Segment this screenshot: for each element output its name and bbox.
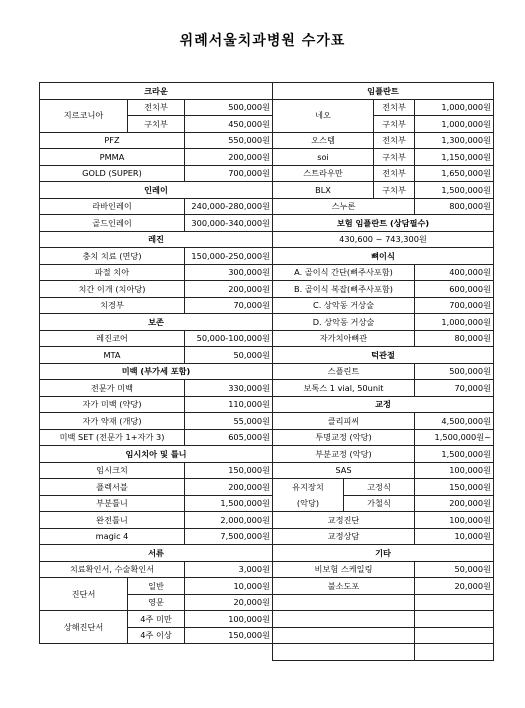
temp-item-price: 7,500,000원 (185, 528, 273, 545)
bone-item-price: 80,000원 (415, 330, 494, 347)
inlay-item-name: 골드인레이 (40, 215, 185, 232)
zirconia-front-price: 500,000원 (185, 99, 273, 116)
retainer-fixed-label: 고정식 (344, 479, 415, 496)
ortho-item-price: 100,000원 (415, 462, 494, 479)
neo-back-label: 구치부 (374, 116, 415, 133)
osstem-front-label: 전치부 (374, 132, 415, 149)
inlay-item-name: 라바인레이 (40, 198, 185, 215)
diagnosis-general-label: 일반 (128, 578, 185, 595)
whitening-item-name: 자가 약재 (개당) (40, 413, 185, 430)
osstem-front-price: 1,300,000원 (415, 132, 494, 149)
implant-snuon-label: 스누론 (273, 198, 415, 215)
neo-back-price: 1,000,000원 (415, 116, 494, 133)
blx-back-label: 구치부 (374, 182, 415, 199)
ortho-item-price: 1,500,000원 (415, 446, 494, 463)
temp-item-name: 완전틀니 (40, 512, 185, 529)
tmj-item-name: 보톡스 1 vial, 50unit (273, 380, 415, 397)
resin-item-price: 300,000원 (185, 264, 273, 281)
section-header-conservative: 보존 (40, 314, 273, 331)
whitening-item-price: 330,000원 (185, 380, 273, 397)
resin-item-price: 150,000-250,000원 (185, 248, 273, 265)
section-header-inlay: 인레이 (40, 182, 273, 199)
resin-item-price: 70,000원 (185, 297, 273, 314)
injury-over4-price: 150,000원 (185, 627, 273, 644)
crown-item-price: 700,000원 (185, 165, 273, 182)
zirconia-front-label: 전치부 (128, 99, 185, 116)
injury-diagnosis-label: 상해진단서 (40, 611, 128, 644)
empty-cell (415, 627, 494, 644)
whitening-item-price: 605,000원 (185, 429, 273, 446)
ortho-item-price: 4,500,000원 (415, 413, 494, 430)
zirconia-back-label: 구치부 (128, 116, 185, 133)
diagnosis-general-price: 10,000원 (185, 578, 273, 595)
resin-item-name: 충치 치료 (면당) (40, 248, 185, 265)
treatment-confirm-name: 치료확인서, 수술확인서 (40, 561, 185, 578)
retainer-removable-label: 가철식 (344, 495, 415, 512)
resin-item-name: 파절 치아 (40, 264, 185, 281)
implant-straumann-label: 스트라우만 (273, 165, 374, 182)
right-price-table (272, 82, 494, 661)
temp-item-price: 150,000원 (185, 462, 273, 479)
section-header-documents: 서류 (40, 545, 273, 562)
temp-item-price: 1,500,000원 (185, 495, 273, 512)
retainer-removable-price: 200,000원 (415, 495, 494, 512)
bone-item-price: 600,000원 (415, 281, 494, 298)
zirconia-back-price: 450,000원 (185, 116, 273, 133)
empty-cell (273, 594, 415, 611)
empty-cell (415, 611, 494, 628)
implant-snuon-price: 800,000원 (415, 198, 494, 215)
conservative-item-name: 레진코어 (40, 330, 185, 347)
tmj-item-price: 500,000원 (415, 363, 494, 380)
neo-front-price: 1,000,000원 (415, 99, 494, 116)
section-header-orthodontics: 교정 (273, 396, 494, 413)
insurance-implant-range: 430,600 ~ 743,300원 (273, 231, 494, 248)
other-item-price: 20,000원 (415, 578, 494, 595)
ortho-consult-price: 10,000원 (415, 528, 494, 545)
crown-item-price: 550,000원 (185, 132, 273, 149)
whitening-item-price: 110,000원 (185, 396, 273, 413)
blx-back-price: 1,500,000원 (415, 182, 494, 199)
whitening-item-name: 자가 미백 (약당) (40, 396, 185, 413)
ortho-item-price: 1,500,000원~ (415, 429, 494, 446)
treatment-confirm-price: 3,000원 (185, 561, 273, 578)
soi-back-price: 1,150,000원 (415, 149, 494, 166)
section-header-other: 기타 (273, 545, 494, 562)
temp-item-price: 2,000,000원 (185, 512, 273, 529)
injury-over4-label: 4주 이상 (128, 627, 185, 644)
retainer-fixed-price: 150,000원 (415, 479, 494, 496)
ortho-item-name: 부분교정 (악당) (273, 446, 415, 463)
diagnosis-english-label: 영문 (128, 594, 185, 611)
conservative-item-price: 50,000-100,000원 (185, 330, 273, 347)
straumann-front-price: 1,650,000원 (415, 165, 494, 182)
injury-under4-label: 4주 미만 (128, 611, 185, 628)
ortho-item-name: 투명교정 (악당) (273, 429, 415, 446)
temp-item-price: 200,000원 (185, 479, 273, 496)
inlay-item-price: 240,000-280,000원 (185, 198, 273, 215)
empty-cell (273, 627, 415, 644)
empty-cell (415, 644, 494, 661)
bone-item-price: 1,000,000원 (415, 314, 494, 331)
other-item-name: 비보험 스케일링 (273, 561, 415, 578)
retainer-sublabel: (악당) (273, 495, 344, 512)
ortho-consult-name: 교정상담 (273, 528, 415, 545)
section-header-implant: 임플란트 (273, 83, 494, 100)
conservative-item-price: 50,000원 (185, 347, 273, 364)
section-header-resin: 레진 (40, 231, 273, 248)
section-header-tmj: 턱관절 (273, 347, 494, 364)
section-header-crown: 크라운 (40, 83, 273, 100)
temp-item-name: 플렉서블 (40, 479, 185, 496)
other-item-price: 50,000원 (415, 561, 494, 578)
bone-item-name: A. 골이식 간단(뼈주사포함) (273, 264, 415, 281)
page-title: 위례서울치과병원 수가표 (179, 33, 346, 49)
bone-item-name: C. 상악동 거상술 (273, 297, 415, 314)
injury-under4-price: 100,000원 (185, 611, 273, 628)
empty-cell (415, 594, 494, 611)
implant-osstem-label: 오스템 (273, 132, 374, 149)
whitening-item-name: 전문가 미백 (40, 380, 185, 397)
implant-soi-label: soi (273, 149, 374, 166)
crown-item-price: 200,000원 (185, 149, 273, 166)
empty-cell (273, 611, 415, 628)
bone-item-price: 700,000원 (415, 297, 494, 314)
ortho-item-name: 클리피씨 (273, 413, 415, 430)
crown-item-name: PMMA (40, 149, 185, 166)
ortho-diagnosis-price: 100,000원 (415, 512, 494, 529)
neo-front-label: 전치부 (374, 99, 415, 116)
retainer-label: 유지장치 (273, 479, 344, 496)
diagnosis-english-price: 20,000원 (185, 594, 273, 611)
tmj-item-name: 스플린트 (273, 363, 415, 380)
diagnosis-label: 진단서 (40, 578, 128, 611)
zirconia-label: 지르코니아 (40, 99, 128, 132)
soi-back-label: 구치부 (374, 149, 415, 166)
other-item-name: 불소도포 (273, 578, 415, 595)
bone-item-price: 400,000원 (415, 264, 494, 281)
empty-cell (273, 644, 415, 661)
bone-item-name: D. 상악동 거상술 (273, 314, 415, 331)
temp-item-name: 부분틀니 (40, 495, 185, 512)
crown-item-name: PFZ (40, 132, 185, 149)
implant-neo-label: 네오 (273, 99, 374, 132)
whitening-item-price: 55,000원 (185, 413, 273, 430)
conservative-item-name: MTA (40, 347, 185, 364)
temp-item-name: 임시크치 (40, 462, 185, 479)
temp-item-name: magic 4 (40, 528, 185, 545)
ortho-item-name: SAS (273, 462, 415, 479)
tmj-item-price: 70,000원 (415, 380, 494, 397)
whitening-item-name: 미백 SET (전문가 1+자가 3) (40, 429, 185, 446)
section-header-whitening: 미백 (부가세 포함) (40, 363, 273, 380)
resin-item-price: 200,000원 (185, 281, 273, 298)
resin-item-name: 치간 이개 (치아당) (40, 281, 185, 298)
inlay-item-price: 300,000-340,000원 (185, 215, 273, 232)
section-header-temp-denture: 임시치아 및 틀니 (40, 446, 273, 463)
section-header-bone-graft: 뼈이식 (273, 248, 494, 265)
bone-item-name: 자가치아뼈관 (273, 330, 415, 347)
ortho-diagnosis-name: 교정진단 (273, 512, 415, 529)
straumann-front-label: 전치부 (374, 165, 415, 182)
bone-item-name: B. 골이식 복잡(뼈주사포함) (273, 281, 415, 298)
left-price-table (39, 82, 273, 644)
implant-blx-label: BLX (273, 182, 374, 199)
section-header-insurance-implant: 보험 임플란트 (상담필수) (273, 215, 494, 232)
resin-item-name: 치경부 (40, 297, 185, 314)
crown-item-name: GOLD (SUPER) (40, 165, 185, 182)
